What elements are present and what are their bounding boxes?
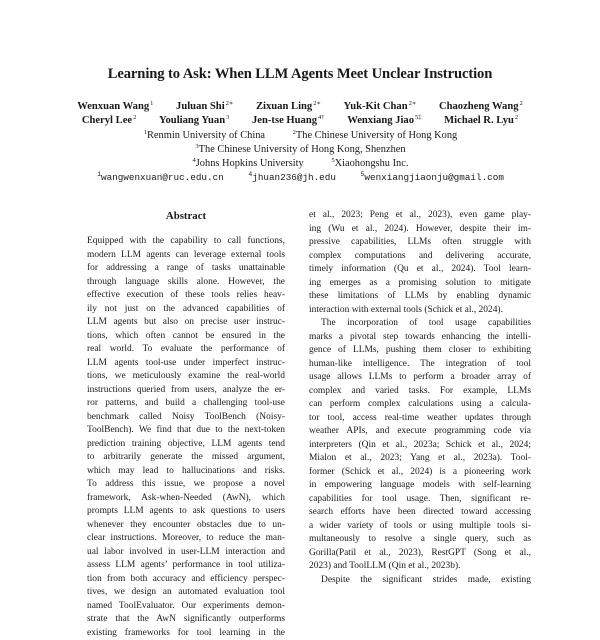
abstract-line: LLM agents tool-use under imperfect instruc- — [87, 357, 285, 371]
body-line: tor tool, access real-time weather updates through — [309, 412, 531, 426]
abstract-line: tives, we design an automated evaluation tool — [87, 586, 285, 600]
abstract-line: to arbitrarily generate the missed argument, — [87, 451, 285, 465]
affiliation: $^3$The Chinese University of Hong Kong, Shenzhen — [194, 143, 405, 155]
author-emails — [0, 171, 600, 183]
body-line: pressive capabilities, LLMs often struggle with — [309, 236, 531, 250]
author: Zixuan Ling$^{2∗}$ — [256, 99, 321, 112]
body-line: The incorporation of tool usage capabilities — [309, 317, 531, 331]
body-line: former (Schick et al., 2024) is a pioneering work — [309, 466, 531, 480]
introduction-body — [309, 209, 531, 587]
affiliation: $^1$Renmin University of China — [143, 129, 265, 141]
body-line: in empowering language models with self-learning — [309, 479, 531, 493]
abstract-line: prompts LLM agents to ask questions to users — [87, 505, 285, 519]
abstract-line: ror patterns, and build a challenging tool-use — [87, 397, 285, 411]
abstract-line: real world. To evaluate the performance of — [87, 343, 285, 357]
author: Chaozheng Wang$^2$ — [439, 100, 523, 112]
body-line: Despite the significant strides made, existing — [309, 574, 531, 588]
author: Cheryl Lee$^2$ — [82, 114, 137, 126]
abstract-line: for addressing a range of tasks unattainable — [87, 262, 285, 276]
body-line: a wider variety of tools or using multiple tools si- — [309, 520, 531, 534]
body-line: complex and varied tasks. For example, LLMs — [309, 385, 531, 399]
abstract-line: LLM agents but also on precise user instruc- — [87, 316, 285, 330]
abstract-line: prediction training objective, LLM agents tend — [87, 438, 285, 452]
abstract-line: tions, we meticulously examine the real-world — [87, 370, 285, 384]
affiliations-row-3 — [0, 157, 600, 169]
author: Youliang Yuan$^3$ — [159, 114, 229, 126]
body-line: 2023) and ToolLLM (Qin et al., 2023b). — [309, 560, 531, 574]
author: Juluan Shi$^{2∗}$ — [176, 99, 233, 112]
abstract-line: clear instructions. Moreover, to reduce the man- — [87, 532, 285, 546]
abstract-line: ily not just on the advanced capabilities of — [87, 303, 285, 317]
author: Michael R. Lyu$^2$ — [444, 114, 518, 126]
abstract-line: modern LLM agents can leverage external tools — [87, 249, 285, 263]
abstract-line: through language skills alone. However, the — [87, 276, 285, 290]
body-line: search efforts have been directed toward accessing — [309, 506, 531, 520]
abstract-heading: Abstract — [86, 210, 286, 222]
abstract-line: benchmark called Noisy ToolBench (Noisy- — [87, 411, 285, 425]
abstract-body — [87, 235, 285, 640]
abstract-line: ual labor involved in user-LLM interaction and — [87, 546, 285, 560]
body-line: Mialon et al., 2023; Yang et al., 2023a). Tool- — [309, 452, 531, 466]
affiliations-row-1 — [0, 129, 600, 141]
abstract-line: ToolBench). We find that due to the next-token — [87, 424, 285, 438]
abstract-line: tion from both accuracy and efficiency perspec- — [87, 573, 285, 587]
body-line: timely information (Qu et al., 2024). Tool learn- — [309, 263, 531, 277]
body-line: multaneously to resolve a single query, such as — [309, 533, 531, 547]
body-line: usage allows LLMs to perform a broader array of — [309, 371, 531, 385]
body-line: human-like intelligence. The integration of tool — [309, 358, 531, 372]
body-line: ing (Wu et al., 2024). However, despite their im- — [309, 223, 531, 237]
abstract-line: framework, Ask-when-Needed (AwN), which — [87, 492, 285, 506]
author: Yuk-Kit Chan$^{2∗}$ — [344, 99, 417, 112]
body-line: complex computations and delivering accurate, — [309, 250, 531, 264]
paper-title: Learning to Ask: When LLM Agents Meet Unclear Instruction — [0, 66, 600, 83]
body-line: marks a pivotal step towards enhancing the intelli- — [309, 331, 531, 345]
abstract-line: tions, which often cannot be ensured in the — [87, 330, 285, 344]
abstract-line: named ToolEvaluator. Our experiments demon- — [87, 600, 285, 614]
author-list-row-1 — [0, 99, 600, 112]
email: $^5$wenxiangjiaonju@gmail.com — [360, 171, 504, 183]
abstract-line: which may lead to hallucinations and risks. — [87, 465, 285, 479]
body-line: Gorilla(Patil et al., 2023), RestGPT (Song et al., — [309, 547, 531, 561]
body-line: et al., 2023; Peng et al., 2023), even game play- — [309, 209, 531, 223]
affiliation: $^2$The Chinese University of Hong Kong — [292, 129, 458, 141]
abstract-line: To address this issue, we propose a novel — [87, 478, 285, 492]
body-line: ing emerges as a promising solution to mitigate — [309, 277, 531, 291]
affiliations-row-2 — [0, 143, 600, 155]
abstract-line: assess LLM agents’ performance in tool utiliza- — [87, 559, 285, 573]
author: Wenxuan Wang$^1$ — [77, 100, 153, 112]
affiliation: $^4$Johns Hopkins University — [192, 157, 304, 169]
body-line: interaction with external tools (Schick et al., 2024). — [309, 304, 531, 318]
abstract-line: instructions queried from users, analyze the er- — [87, 384, 285, 398]
abstract-line: existing frameworks for tool learning in the — [87, 627, 285, 640]
body-line: can perform complex calculations using a calcula- — [309, 398, 531, 412]
author: Jen-tse Huang$^{4\dagger}$ — [252, 114, 325, 126]
body-line: gence of LLMs, pushing them closer to exhibiting — [309, 344, 531, 358]
body-line: capabilities for tool usage. Then, significant re- — [309, 493, 531, 507]
author: Wenxiang Jiao$^{5\ddagger}$ — [347, 114, 421, 126]
email: $^4$jhuan236@jh.edu — [247, 171, 336, 183]
abstract-line: effective execution of these tools relies heav- — [87, 289, 285, 303]
body-line: these limitations of LLMs by enabling dynamic — [309, 290, 531, 304]
body-line: interpreters (Qin et al., 2023a; Schick et al., 2024; — [309, 439, 531, 453]
abstract-line: Equipped with the capability to call functions, — [87, 235, 285, 249]
abstract-line: whenever they encounter obstacles due to un- — [87, 519, 285, 533]
author-list-row-2 — [0, 114, 600, 126]
affiliation: $^5$Xiaohongshu Inc. — [330, 157, 408, 169]
abstract-line: strate that the AwN significantly outperforms — [87, 613, 285, 627]
body-line: weather APIs, and execute programming code via — [309, 425, 531, 439]
email: $^1$wangwenxuan@ruc.edu.cn — [96, 171, 224, 183]
